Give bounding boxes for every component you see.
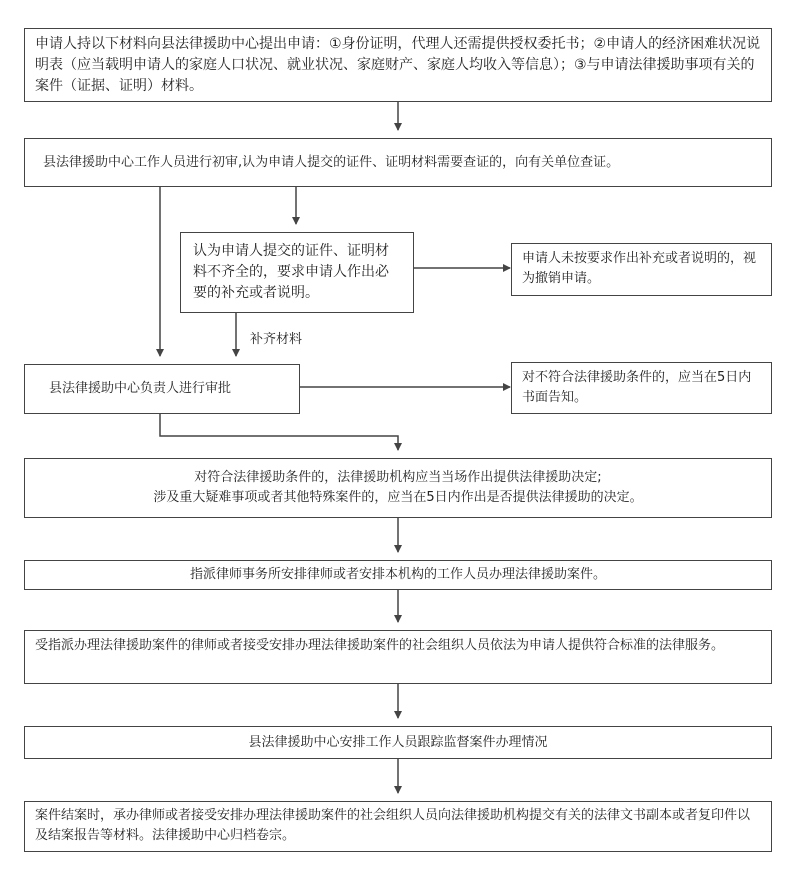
node-reject bbox=[511, 362, 772, 414]
node-close bbox=[24, 801, 772, 852]
node-serve bbox=[24, 630, 772, 684]
node-close-text: 案件结案时，承办律师或者接受安排办理法律援助案件的社会组织人员向法律援助机构提交有关的法律文书副本或者复印件以及结案报告等材料。法律援助中心归档卷宗。 bbox=[35, 808, 751, 843]
node-supervise bbox=[24, 726, 772, 759]
node-withdrawn bbox=[511, 243, 772, 296]
node-decision-line1: 对符合法律援助条件的，法律援助机构应当当场作出提供法律援助决定; bbox=[194, 470, 602, 485]
node-serve-text: 受指派办理法律援助案件的律师或者接受安排办理法律援助案件的社会组织人员依法为申请人提供符合标准的法律服务。 bbox=[35, 638, 725, 653]
node-decision-line2: 涉及重大疑难事项或者其他特殊案件的，应当在5日内作出是否提供法律援助的决定。 bbox=[153, 490, 643, 505]
node-incomplete bbox=[180, 232, 414, 313]
node-decision bbox=[24, 458, 772, 518]
node-approve-text: 县法律援助中心负责人进行审批 bbox=[49, 381, 232, 396]
node-reject-text: 对不符合法律援助条件的，应当在5日内书面告知。 bbox=[522, 370, 752, 405]
node-supervise-text: 县法律援助中心安排工作人员跟踪监督案件办理情况 bbox=[248, 734, 548, 750]
edge-label-supplement: 补齐材料 bbox=[248, 328, 304, 347]
node-apply bbox=[24, 28, 772, 102]
node-incomplete-text: 认为申请人提交的证件、证明材料不齐全的，要求申请人作出必要的补充或者说明。 bbox=[193, 243, 389, 301]
node-approve bbox=[24, 364, 300, 414]
node-assign-text: 指派律师事务所安排律师或者安排本机构的工作人员办理法律援助案件。 bbox=[189, 567, 606, 582]
node-initial-review-text: 县法律援助中心工作人员进行初审,认为申请人提交的证件、证明材料需要查证的，向有关单位查证。 bbox=[43, 155, 620, 170]
edge-approve-to-decision bbox=[160, 414, 398, 450]
node-withdrawn-text: 申请人未按要求作出补充或者说明的，视为撤销申请。 bbox=[522, 251, 757, 286]
node-initial-review bbox=[24, 138, 772, 187]
node-assign bbox=[24, 560, 772, 590]
node-apply-text: 申请人持以下材料向县法律援助中心提出申请：①身份证明，代理人还需提供授权委托书；②申请人的经济困难状况说明表（应当载明申请人的家庭人口状况、就业状况、家庭财产、家庭人均收入等信息）；③与申请法律援助事项有关的案件（证据、证明）材料。 bbox=[35, 36, 761, 94]
